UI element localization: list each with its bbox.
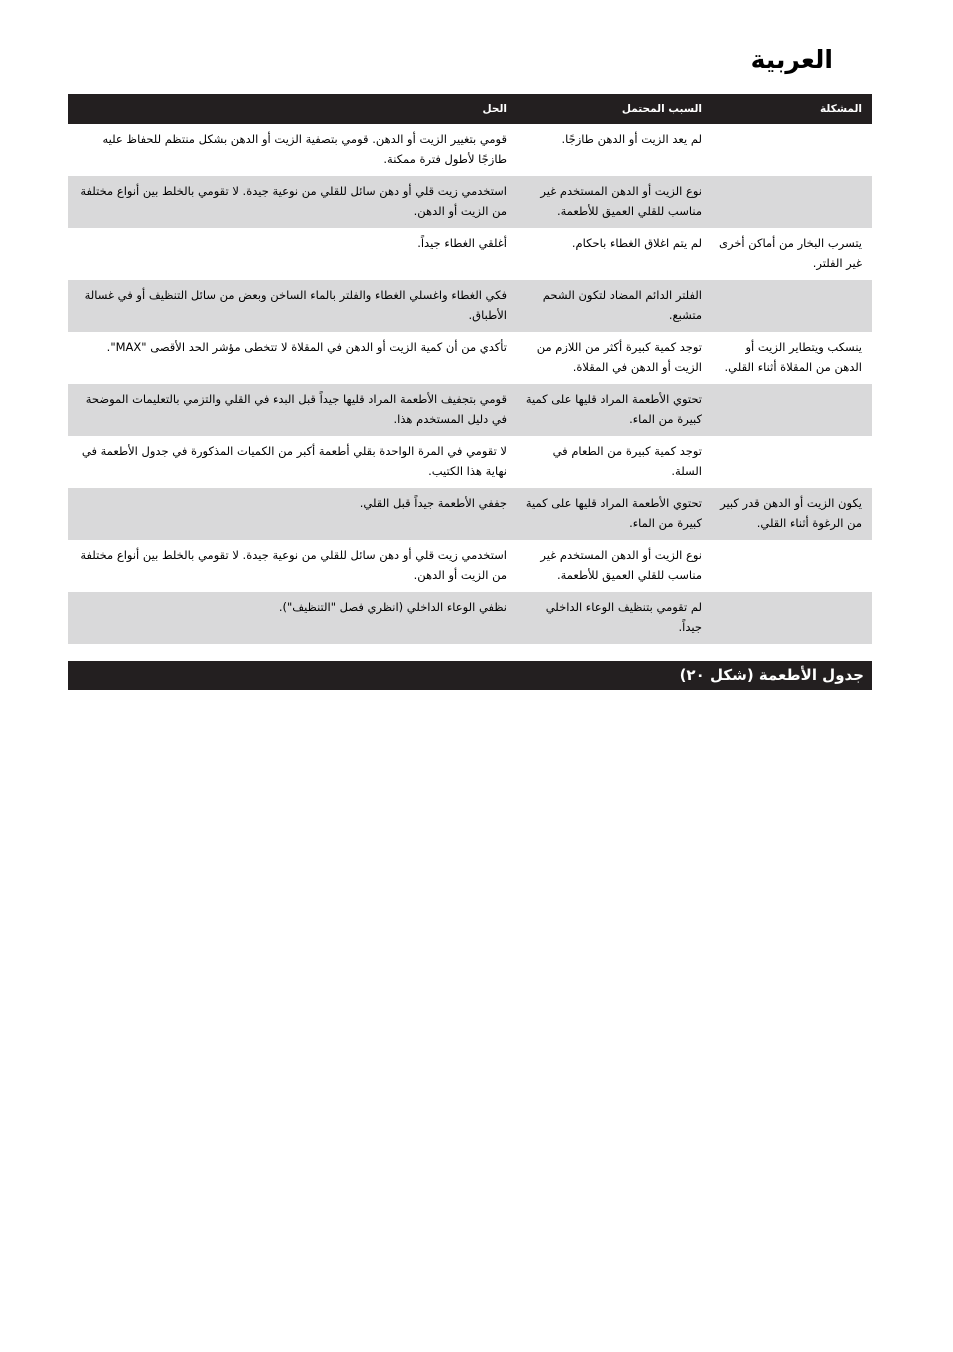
cause-cell: تحتوي الأطعمة المراد قليها على كمية كبيرة من الماء. bbox=[517, 384, 712, 436]
table-row bbox=[68, 592, 872, 644]
problem-cell bbox=[712, 592, 872, 644]
table-row bbox=[68, 332, 872, 384]
problem-cell bbox=[712, 124, 872, 176]
table-row bbox=[68, 384, 872, 436]
solution-cell: استخدمي زيت قلي أو دهن سائل للقلي من نوعية جيدة. لا تقومي بالخلط بين أنواع مختلفة من الزيت أو الدهن. bbox=[80, 548, 507, 582]
problem-cell bbox=[712, 280, 872, 332]
header-solution: الحل bbox=[68, 94, 517, 124]
cause-cell: الفلتر الدائم المضاد لتكون الشحم متشبع. bbox=[517, 280, 712, 332]
solution-cell: قومي بتغيير الزيت أو الدهن. قومي بتصفية الزيت أو الدهن بشكل منتظم للحفاظ عليه طازجًا لأطول فترة ممكنة. bbox=[102, 132, 507, 166]
solution-cell: تأكدي من أن كمية الزيت أو الدهن في المقلاة لا تتخطى مؤشر الحد الأقصى "MAX". bbox=[106, 340, 507, 354]
table-row bbox=[68, 280, 872, 332]
problem-cell bbox=[712, 436, 872, 488]
cause-cell: توجد كمية كبيرة من الطعام في السلة. bbox=[552, 444, 702, 478]
problem-cell: يتسرب البخار من أماكن أخرى غير الفلتر. bbox=[718, 236, 862, 270]
problem-cell: يكون الزيت أو الدهن قدر كبير من الرغوة أثناء القلي. bbox=[712, 488, 872, 540]
troubleshooting-table bbox=[68, 94, 872, 644]
section-heading: جدول الأطعمة (شكل ٢٠) bbox=[68, 661, 872, 690]
cause-cell: توجد كمية كبيرة أكثر من اللازم من الزيت أو الدهن في المقلاة. bbox=[536, 340, 702, 374]
cause-cell: لم يعد الزيت أو الدهن طازجًا. bbox=[561, 132, 702, 146]
cause-cell: لم يتم اغلاق الغطاء باحكام. bbox=[571, 236, 702, 250]
table-header-row bbox=[68, 94, 872, 124]
cause-cell: تحتوي الأطعمة المراد قليها على كمية كبيرة من الماء. bbox=[517, 488, 712, 540]
problem-cell: ينسكب ويتطاير الزيت أو الدهن من المقلاة أثناء القلي. bbox=[724, 340, 862, 374]
table-row bbox=[68, 228, 872, 280]
problem-cell bbox=[712, 384, 872, 436]
solution-cell: أغلقي الغطاء جيداً. bbox=[417, 236, 507, 250]
cause-cell: لم تقومي بتنظيف الوعاء الداخلي جيداً. bbox=[517, 592, 712, 644]
table-row bbox=[68, 436, 872, 488]
solution-cell: نظفي الوعاء الداخلي (انظري فصل "التنظيف"). bbox=[68, 592, 517, 644]
table-row bbox=[68, 540, 872, 592]
problem-cell bbox=[712, 176, 872, 228]
solution-cell: فكي الغطاء واغسلي الغطاء والفلتر بالماء الساخن وبعض من سائل التنظيف أو في غسالة الأطباق. bbox=[68, 280, 517, 332]
cause-cell: نوع الزيت أو الدهن المستخدم غير مناسب للقلي العميق للأطعمة. bbox=[517, 176, 712, 228]
header-problem: المشكلة bbox=[712, 94, 872, 124]
problem-cell bbox=[712, 540, 872, 592]
table-row bbox=[68, 124, 872, 176]
cause-cell: نوع الزيت أو الدهن المستخدم غير مناسب للقلي العميق للأطعمة. bbox=[540, 548, 702, 582]
table-row bbox=[68, 488, 872, 540]
solution-cell: قومي بتجفيف الأطعمة المراد قليها جيداً قبل البدء في القلي والتزمي بالتعليمات الموضحة في دليل المستخدم هذا. bbox=[68, 384, 517, 436]
page-title: العربية bbox=[750, 45, 833, 74]
solution-cell: استخدمي زيت قلي أو دهن سائل للقلي من نوعية جيدة. لا تقومي بالخلط بين أنواع مختلفة من الزيت أو الدهن. bbox=[68, 176, 517, 228]
header-cause: السبب المحتمل bbox=[517, 94, 712, 124]
solution-cell: لا تقومي في المرة الواحدة بقلي أطعمة أكبر من الكميات المذكورة في جدول الأطعمة في نهاية هذا الكتيب. bbox=[81, 444, 507, 478]
table-row bbox=[68, 176, 872, 228]
solution-cell: جففي الأطعمة جيداً قبل القلي. bbox=[68, 488, 517, 540]
